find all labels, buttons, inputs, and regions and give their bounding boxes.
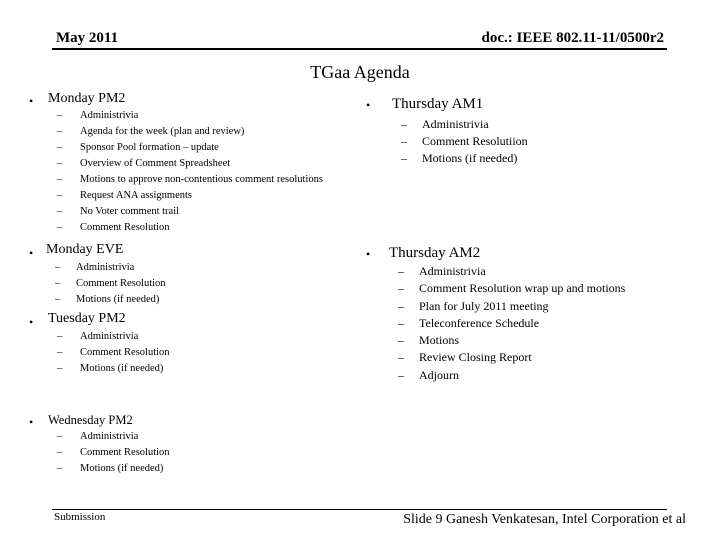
dash-icon: – (57, 126, 63, 137)
header-rule (52, 48, 667, 50)
bullet-icon: • (29, 315, 34, 329)
dash-icon: – (57, 363, 63, 374)
dash-icon: – (57, 174, 63, 185)
dash-icon: – (57, 206, 63, 217)
footer-rule (52, 509, 667, 510)
dash-icon: – (57, 190, 63, 201)
bullet-icon: • (29, 415, 34, 429)
dash-icon: – (57, 347, 63, 358)
list-item-text: Overview of Comment Spreadsheet (80, 158, 231, 169)
list-item-text: Plan for July 2011 meeting (419, 299, 549, 313)
section-heading: Monday PM2 (48, 91, 126, 106)
section-heading: Thursday AM2 (389, 245, 481, 261)
dash-icon: – (57, 447, 63, 458)
header-doc-id: doc.: IEEE 802.11-11/0500r2 (481, 30, 664, 46)
section-heading: Wednesday PM2 (48, 413, 133, 427)
list-item-text: Motions (if needed) (80, 463, 164, 474)
dash-icon: – (55, 262, 61, 273)
section-heading: Tuesday PM2 (48, 311, 126, 326)
list-item-text: Motions (if needed) (76, 294, 160, 305)
list-item-text: Agenda for the week (plan and review) (80, 126, 245, 137)
list-item-text: Comment Resolution (76, 278, 166, 289)
bullet-icon: • (366, 98, 371, 112)
list-item-text: Comment Resolution (80, 447, 170, 458)
list-item-text: Adjourn (419, 368, 459, 382)
footer-submission: Submission (54, 511, 106, 523)
dash-icon: – (55, 294, 61, 305)
dash-icon: – (57, 463, 63, 474)
list-item-text: Comment Resolutiion (422, 134, 528, 148)
slide-title: TGaa Agenda (310, 62, 410, 82)
dash-icon: – (401, 117, 407, 131)
dash-icon: – (398, 368, 404, 382)
bullet-icon: • (366, 247, 371, 261)
list-item-text: Review Closing Report (419, 350, 532, 364)
dash-icon: – (398, 264, 404, 278)
list-item-text: Administrivia (76, 262, 135, 273)
list-item-text: Administrivia (419, 264, 486, 278)
dash-icon: – (55, 278, 61, 289)
list-item-text: Sponsor Pool formation – update (80, 142, 219, 153)
dash-icon: – (398, 350, 404, 364)
dash-icon: – (57, 331, 63, 342)
dash-icon: – (57, 110, 63, 121)
section-heading: Monday EVE (46, 242, 124, 257)
footer-slide-info: Slide 9 Ganesh Venkatesan, Intel Corporation et al (403, 512, 686, 527)
dash-icon: – (57, 222, 63, 233)
list-item-text: Comment Resolution wrap up and motions (419, 281, 626, 295)
list-item-text: Teleconference Schedule (419, 316, 540, 330)
list-item-text: Comment Resolution (80, 347, 170, 358)
dash-icon: – (401, 134, 407, 148)
section-heading: Thursday AM1 (392, 96, 484, 112)
header-date: May 2011 (56, 30, 119, 46)
dash-icon: – (398, 316, 404, 330)
list-item-text: No Voter comment trail (80, 206, 180, 217)
list-item-text: Request ANA assignments (80, 190, 192, 201)
dash-icon: – (398, 333, 404, 347)
list-item-text: Motions to approve non-contentious comment resolutions (80, 174, 323, 185)
list-item-text: Motions (if needed) (80, 363, 164, 374)
bullet-icon: • (29, 246, 34, 260)
list-item-text: Administrivia (80, 110, 139, 121)
dash-icon: – (398, 299, 404, 313)
dash-icon: – (57, 431, 63, 442)
dash-icon: – (398, 281, 404, 295)
dash-icon: – (401, 151, 407, 165)
dash-icon: – (57, 158, 63, 169)
list-item-text: Administrivia (80, 431, 139, 442)
list-item-text: Administrivia (422, 117, 489, 131)
list-item-text: Motions (if needed) (422, 151, 518, 165)
list-item-text: Comment Resolution (80, 222, 170, 233)
list-item-text: Administrivia (80, 331, 139, 342)
dash-icon: – (57, 142, 63, 153)
list-item-text: Motions (419, 333, 460, 347)
bullet-icon: • (29, 94, 34, 108)
